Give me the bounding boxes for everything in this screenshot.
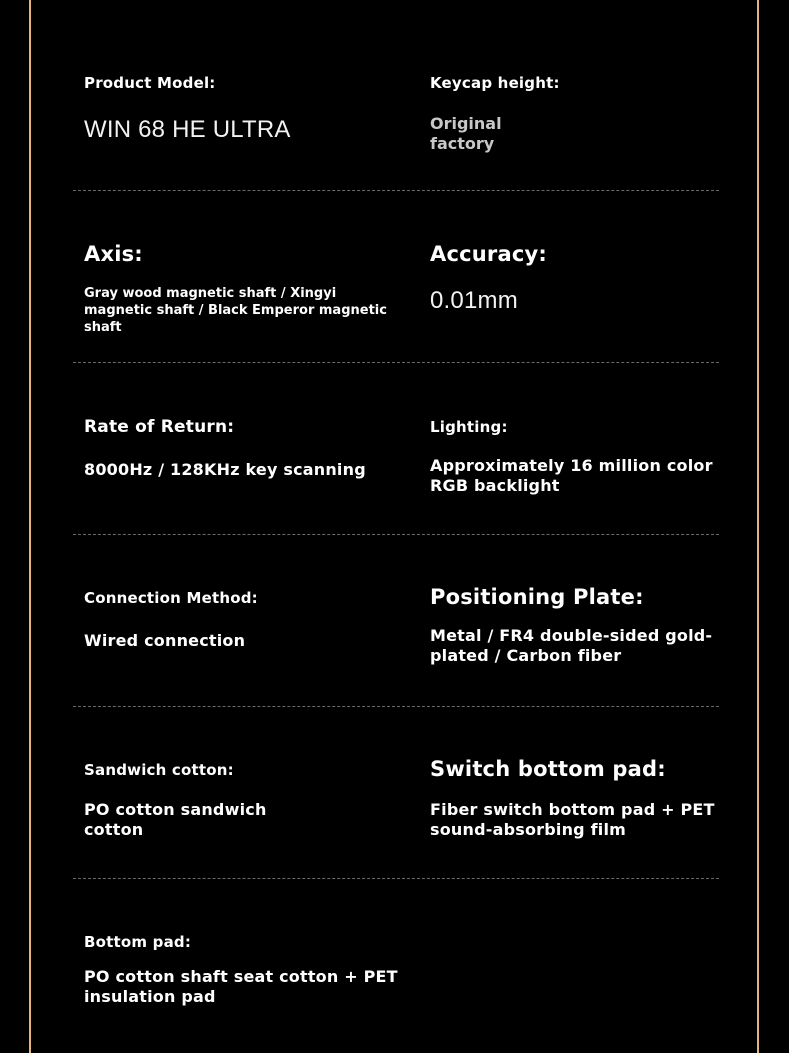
spec-row-1 [31,0,757,171]
connection-method-value: Wired connection [84,631,246,650]
bottom-pad-label: Bottom pad: [84,933,192,951]
spec-row-2 [31,171,757,342]
spec-row-5 [31,687,757,858]
switch-bottom-pad-value: Fiber switch bottom pad + PET sound-absorbing film [430,800,715,839]
bottom-pad-value: PO cotton shaft seat cotton + PET insulation pad [84,967,398,1006]
accuracy-label: Accuracy: [430,242,547,266]
right-margin [759,0,789,1053]
accuracy-value: 0.01mm [430,287,518,314]
lighting-value: Approximately 16 million color RGB backlight [430,456,713,495]
spec-row-4 [31,515,757,686]
sandwich-cotton-value: PO cotton sandwich cotton [84,800,267,839]
spec-row-3 [31,343,757,514]
axis-label: Axis: [84,242,143,266]
positioning-plate-label: Positioning Plate: [430,585,644,609]
spec-sheet-frame [29,0,759,1053]
spec-row-6 [31,859,757,1030]
rate-of-return-label: Rate of Return: [84,417,235,437]
keycap-height-value: Original factory [430,114,502,153]
connection-method-label: Connection Method: [84,589,258,607]
positioning-plate-value: Metal / FR4 double-sided gold-plated / Carbon fiber [430,626,713,665]
keycap-height-label: Keycap height: [430,74,560,92]
sandwich-cotton-label: Sandwich cotton: [84,761,234,779]
switch-bottom-pad-label: Switch bottom pad: [430,757,666,781]
product-model-label: Product Model: [84,74,216,92]
product-model-value: WIN 68 HE ULTRA [84,116,291,143]
left-margin [0,0,29,1053]
rate-of-return-value: 8000Hz / 128KHz key scanning [84,460,366,479]
axis-value: Gray wood magnetic shaft / Xingyi magnetic shaft / Black Emperor magnetic shaft [84,286,387,335]
lighting-label: Lighting: [430,418,508,436]
